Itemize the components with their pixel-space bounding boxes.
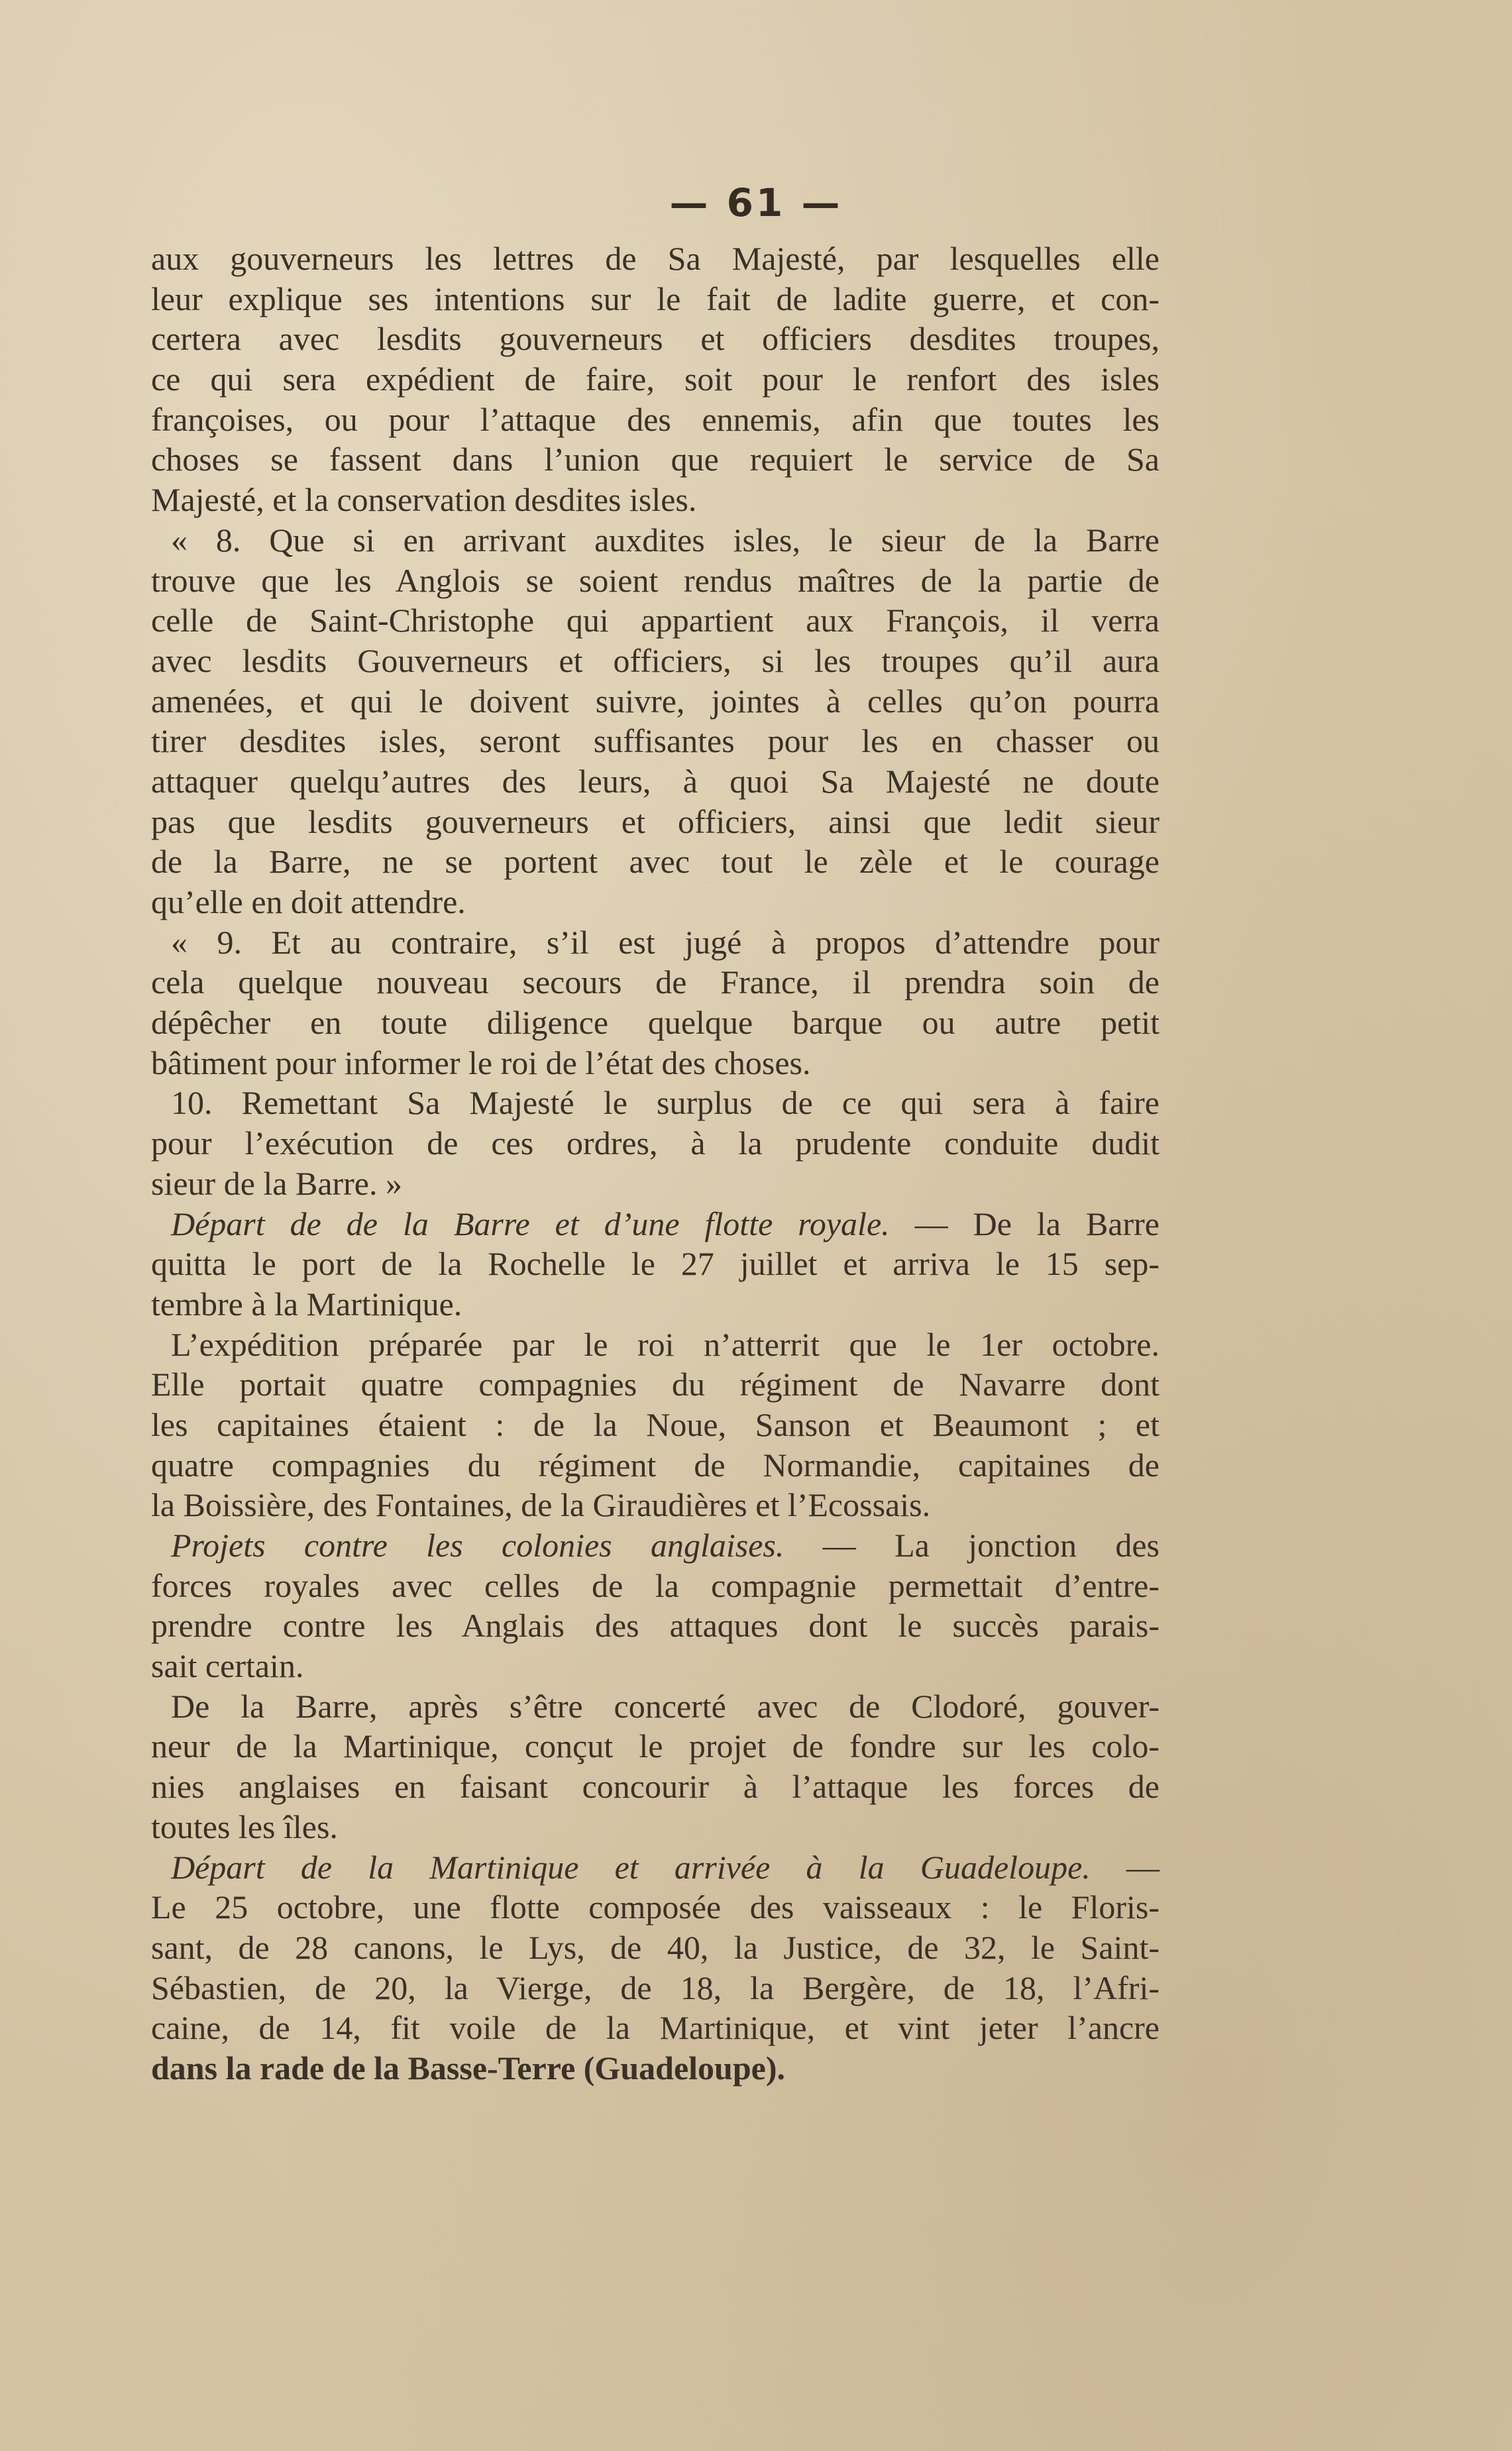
text-line: trouve que les Anglois se soient rendus maîtres de la partie de — [151, 561, 1160, 599]
section-heading: Départ de la Martinique et arrivée à la Guadeloupe. — [171, 1848, 1091, 1886]
paragraph-projets — [151, 1525, 1160, 1686]
text-line — [151, 1525, 1160, 1566]
text-line: De la Barre, après s’être concerté avec de Clodoré, gouver- — [171, 1687, 1160, 1725]
text-line: tembre à la Martinique. — [151, 1285, 462, 1323]
text-line: françoises, ou pour l’attaque des ennemis, afin que toutes les — [151, 400, 1160, 438]
text-line: pas que lesdits gouverneurs et officiers, ainsi que ledit sieur — [151, 802, 1160, 840]
paragraph-depart-de-la-barre — [151, 1204, 1160, 1325]
text-line — [151, 1204, 1160, 1244]
body-text — [151, 239, 1160, 2089]
text-line: bâtiment pour informer le roi de l’état des choses. — [151, 1044, 811, 1081]
page-number: — 61 — — [669, 180, 843, 225]
text-line: de la Barre, ne se portent avec tout le zèle et le courage — [151, 843, 1160, 881]
text-line: toutes les îles. — [151, 1808, 338, 1845]
text-line: qu’elle en doit attendre. — [151, 883, 466, 920]
text-line: choses se fassent dans l’union que requiert le service de Sa — [151, 441, 1160, 478]
text-line: neur de la Martinique, conçut le projet de fondre sur les colo- — [151, 1727, 1160, 1765]
text-line: L’expédition préparée par le roi n’atterrit que le 1er octobre. — [171, 1325, 1160, 1363]
text-line: forces royales avec celles de la compagnie permettait d’entre- — [151, 1566, 1160, 1604]
text-line: quitta le port de la Rochelle le 27 juillet et arriva le 15 sep- — [151, 1245, 1160, 1283]
text-line: ce qui sera expédient de faire, soit pour le renfort des isles — [151, 360, 1160, 398]
text-line: dans la rade de la Basse-Terre (Guadeloupe). — [151, 2049, 785, 2087]
text-line: attaquer quelqu’autres des leurs, à quoi Sa Majesté ne doute — [151, 762, 1160, 800]
text-line: avec lesdits Gouverneurs et officiers, si les troupes qu’il aura — [151, 641, 1160, 679]
text-line: la Boissière, des Fontaines, de la Giraudières et l’Ecossais. — [151, 1486, 931, 1524]
text-line: dépêcher en toute diligence quelque barque ou autre petit — [151, 1004, 1160, 1042]
paragraph-article-9 — [151, 922, 1160, 1083]
text-line: nies anglaises en faisant concourir à l’attaque les forces de — [151, 1768, 1160, 1806]
text-line: sait certain. — [151, 1647, 304, 1685]
text-line — [151, 1847, 1160, 1888]
text-line: sieur de la Barre. » — [151, 1164, 403, 1202]
text-line: les capitaines étaient : de la Noue, Sanson et Beaumont ; et — [151, 1405, 1160, 1443]
paragraph-article-10 — [151, 1083, 1160, 1203]
text-line: pour l’exécution de ces ordres, à la prudente conduite dudit — [151, 1124, 1160, 1162]
text-line: aux gouverneurs les lettres de Sa Majesté, par lesquelles elle — [151, 240, 1160, 277]
section-heading: Projets contre les colonies anglaises. — [171, 1527, 784, 1564]
text-line: leur explique ses intentions sur le fait de ladite guerre, et con- — [151, 280, 1160, 317]
paragraph-article-8 — [151, 520, 1160, 922]
paragraph-clodore — [151, 1686, 1160, 1847]
text-run: — — [1090, 1848, 1160, 1886]
text-line: prendre contre les Anglais des attaques dont le succès parais- — [151, 1607, 1160, 1645]
text-line: amenées, et qui le doivent suivre, jointes à celles qu’on pourra — [151, 682, 1160, 720]
text-line: Le 25 octobre, une flotte composée des vaisseaux : le Floris- — [151, 1888, 1160, 1926]
text-line: Majesté, et la conservation desdites isles. — [151, 481, 697, 519]
text-line: quatre compagnies du régiment de Normandie, capitaines de — [151, 1446, 1160, 1484]
text-line: certera avec lesdits gouverneurs et officiers desdites troupes, — [151, 320, 1160, 358]
text-line: cela quelque nouveau secours de France, il prendra soin de — [151, 963, 1160, 1001]
text-line: « 8. Que si en arrivant auxdites isles, le sieur de la Barre — [171, 521, 1160, 559]
section-heading: Départ de de la Barre et d’une flotte royale. — [171, 1205, 890, 1242]
text-line: sant, de 28 canons, le Lys, de 40, la Justice, de 32, le Saint- — [151, 1928, 1160, 1966]
text-line: Sébastien, de 20, la Vierge, de 18, la Bergère, de 18, l’Afri- — [151, 1969, 1160, 2006]
paragraph-expedition — [151, 1325, 1160, 1525]
paragraph-depart-martinique — [151, 1847, 1160, 2089]
text-line: caine, de 14, fit voile de la Martinique, et vint jeter l’ancre — [151, 2009, 1160, 2047]
text-line: 10. Remettant Sa Majesté le surplus de ce qui sera à faire — [171, 1084, 1160, 1122]
paragraph-1 — [151, 239, 1160, 520]
text-line: « 9. Et au contraire, s’il est jugé à propos d’attendre pour — [171, 923, 1160, 961]
text-line: Elle portait quatre compagnies du régiment de Navarre dont — [151, 1366, 1160, 1403]
text-run: — La jonction des — [784, 1527, 1160, 1564]
text-line: tirer desdites isles, seront suffisantes pour les en chasser ou — [151, 722, 1160, 760]
text-run: — De la Barre — [889, 1205, 1160, 1242]
text-line: celle de Saint-Christophe qui appartient aux François, il verra — [151, 602, 1160, 639]
